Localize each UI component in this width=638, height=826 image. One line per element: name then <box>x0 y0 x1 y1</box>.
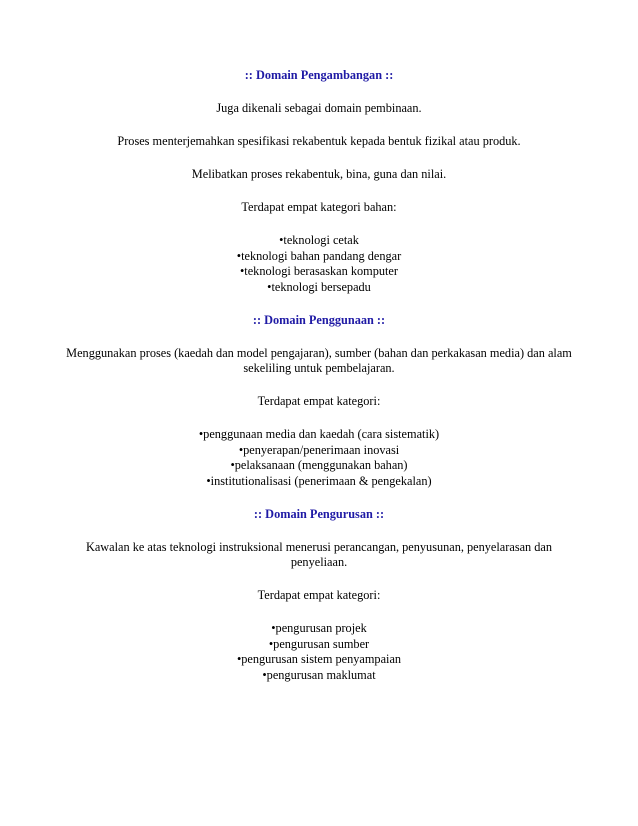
paragraph: Juga dikenali sebagai domain pembinaan. <box>216 101 422 115</box>
category-list <box>0 621 638 683</box>
list-item: •pengurusan sistem penyampaian <box>236 652 402 666</box>
list-item: •institutionalisasi (penerimaan & pengekalan) <box>206 473 432 488</box>
category-list <box>0 233 638 295</box>
list-item: •teknologi bahan pandang dengar <box>236 248 402 263</box>
paragraph: Proses menterjemahkan spesifikasi rekabentuk kepada bentuk fizikal atau produk. <box>117 134 521 148</box>
list-item: •penggunaan media dan kaedah (cara sistematik) <box>198 427 440 441</box>
list-item: •pengurusan sumber <box>268 636 370 651</box>
list-item: •pengurusan projek <box>271 621 367 635</box>
list-item: •pengurusan maklumat <box>262 667 376 682</box>
section-heading-penggunaan: :: Domain Penggunaan :: <box>252 313 386 327</box>
section-heading-pengambangan: :: Domain Pengambangan :: <box>244 68 394 82</box>
paragraph: Terdapat empat kategori bahan: <box>241 200 397 214</box>
category-list <box>0 427 638 489</box>
paragraph: Kawalan ke atas teknologi instruksional menerusi perancangan, penyusunan, penyelarasan dan penyeliaan. <box>85 540 553 569</box>
paragraph: Terdapat empat kategori: <box>257 588 381 602</box>
paragraph: Menggunakan proses (kaedah dan model pengajaran), sumber (bahan dan perkakasan media) dan alam sekeliling untuk pembelajaran. <box>66 346 572 375</box>
section-heading-pengurusan: :: Domain Pengurusan :: <box>253 507 385 521</box>
list-item: •penyerapan/penerimaan inovasi <box>238 442 400 457</box>
paragraph: Terdapat empat kategori: <box>257 394 381 408</box>
list-item: •teknologi berasaskan komputer <box>240 264 398 278</box>
list-item: •pelaksanaan (menggunakan bahan) <box>230 458 408 472</box>
list-item: •teknologi bersepadu <box>267 279 371 294</box>
paragraph: Melibatkan proses rekabentuk, bina, guna dan nilai. <box>191 167 447 181</box>
list-item: •teknologi cetak <box>279 233 359 247</box>
